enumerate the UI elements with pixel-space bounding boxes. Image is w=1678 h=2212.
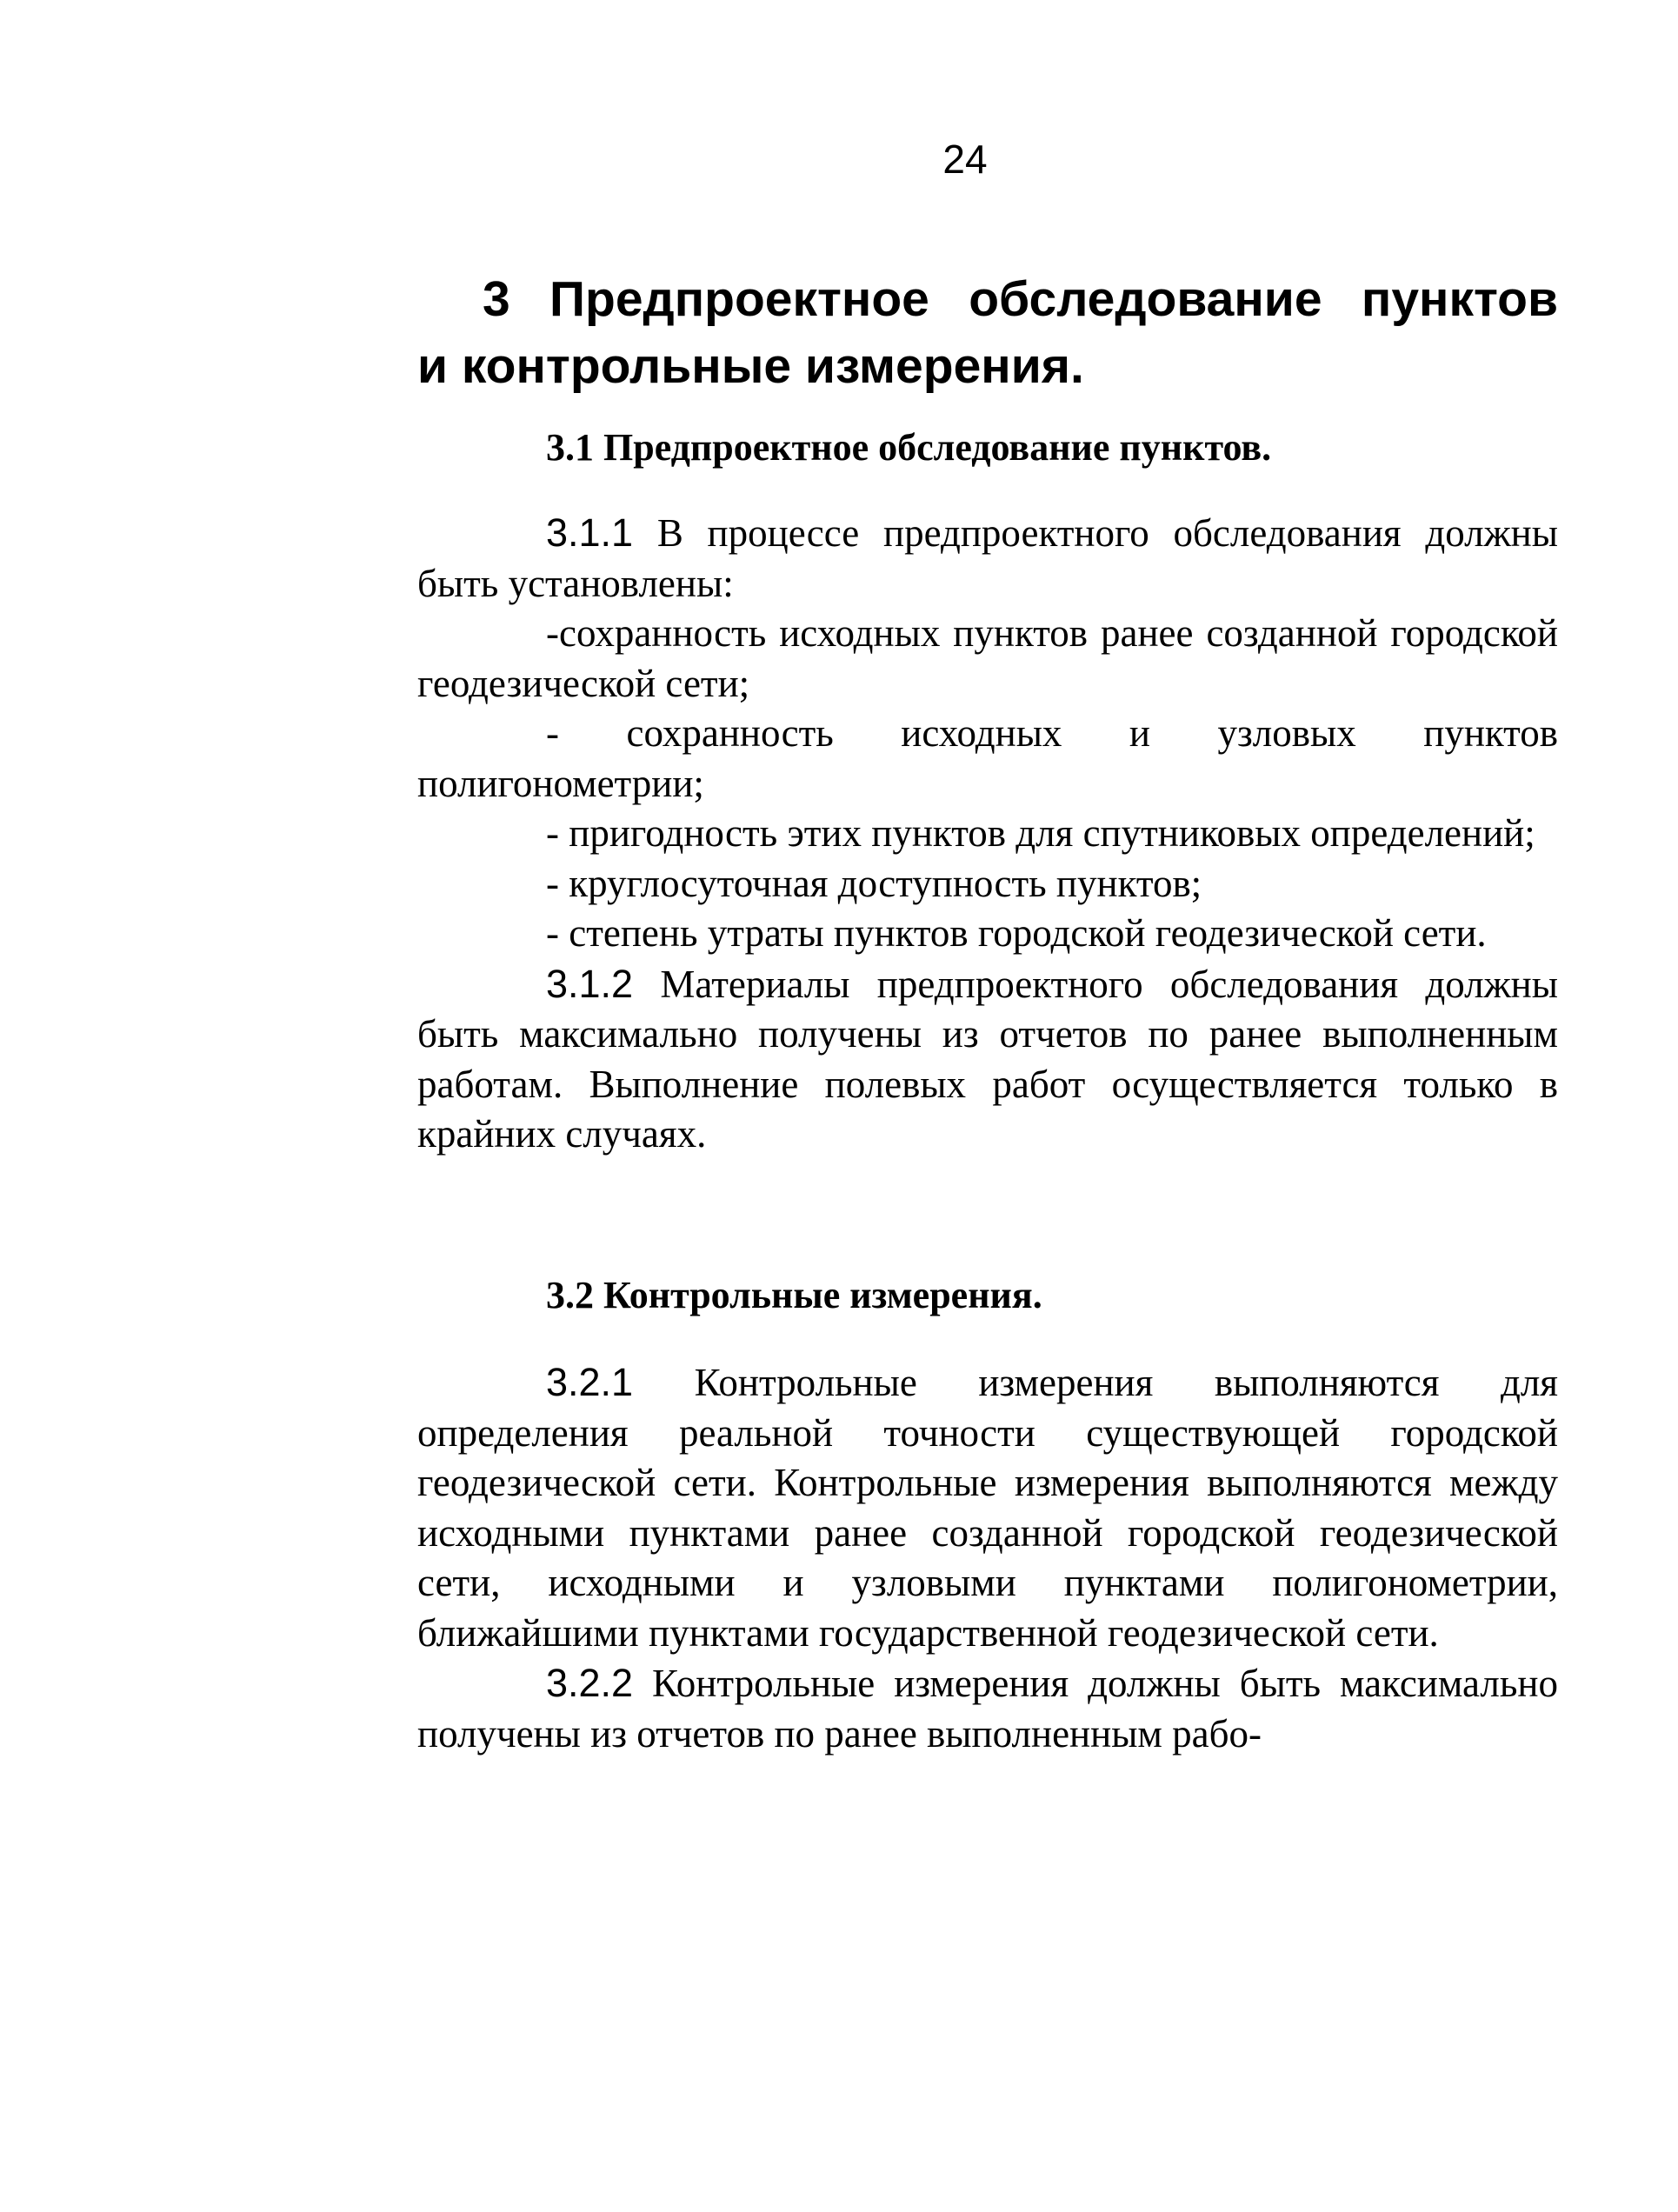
- list-item: - круглосуточная доступность пунктов;: [546, 861, 1202, 905]
- chapter-title-line-1: 3 Предпроектное обследование пунктов: [483, 271, 1558, 327]
- paragraph-text: Контрольные измерения должны быть максимально получены из отчетов по ранее выполненным рабо-: [417, 1662, 1558, 1756]
- paragraph-number: 3.2.2: [546, 1661, 634, 1705]
- chapter-title-line-2: и контрольные измерения.: [417, 338, 1084, 394]
- paragraph-number: 3.1.2: [546, 961, 634, 1006]
- list-item: -сохранность исходных пунктов ранее созданной городской геодезической сети;: [417, 611, 1558, 705]
- paragraph-number: 3.2.1: [546, 1360, 634, 1404]
- chapter-title: [417, 266, 1558, 400]
- section-heading-3-2: 3.2 Контрольные измерения.: [546, 1274, 1042, 1316]
- list-item: - сохранность исходных и узловых пунктов полигонометрии;: [417, 711, 1558, 805]
- paragraph-3-2-2: [417, 1658, 1558, 1759]
- paragraph-text: Материалы предпроектного обследования должны быть максимально получены из отчетов по ранее выполненным работам. Выполнение полевых работ осуществляется только в крайних случаях.: [417, 962, 1558, 1156]
- paragraph-text: В процессе предпроектного обследования должны быть установлены:: [417, 511, 1558, 605]
- list-item: - степень утраты пунктов городской геодезической сети.: [546, 911, 1487, 955]
- section-3-1-body: [417, 508, 1558, 1160]
- paragraph-text: Контрольные измерения выполняются для определения реальной точности существующей городской геодезической сети. Контрольные измерения выполняются между исходными пунктами ранее созданной городской геодезической сети, исходными и узловыми пунктами полигонометрии, ближайшими пунктами государственной геодезической сети.: [417, 1361, 1558, 1655]
- section-heading-3-1: 3.1 Предпроектное обследование пунктов.: [546, 426, 1272, 469]
- paragraph-number: 3.1.1: [546, 510, 634, 555]
- paragraph-3-1-1: [417, 508, 1558, 609]
- paragraph-3-2-1: [417, 1357, 1558, 1658]
- paragraph-3-1-2: [417, 959, 1558, 1160]
- list-item: - пригодность этих пунктов для спутниковых определений;: [546, 811, 1535, 855]
- page-number: 24: [942, 137, 988, 182]
- section-3-2-body: [417, 1357, 1558, 1759]
